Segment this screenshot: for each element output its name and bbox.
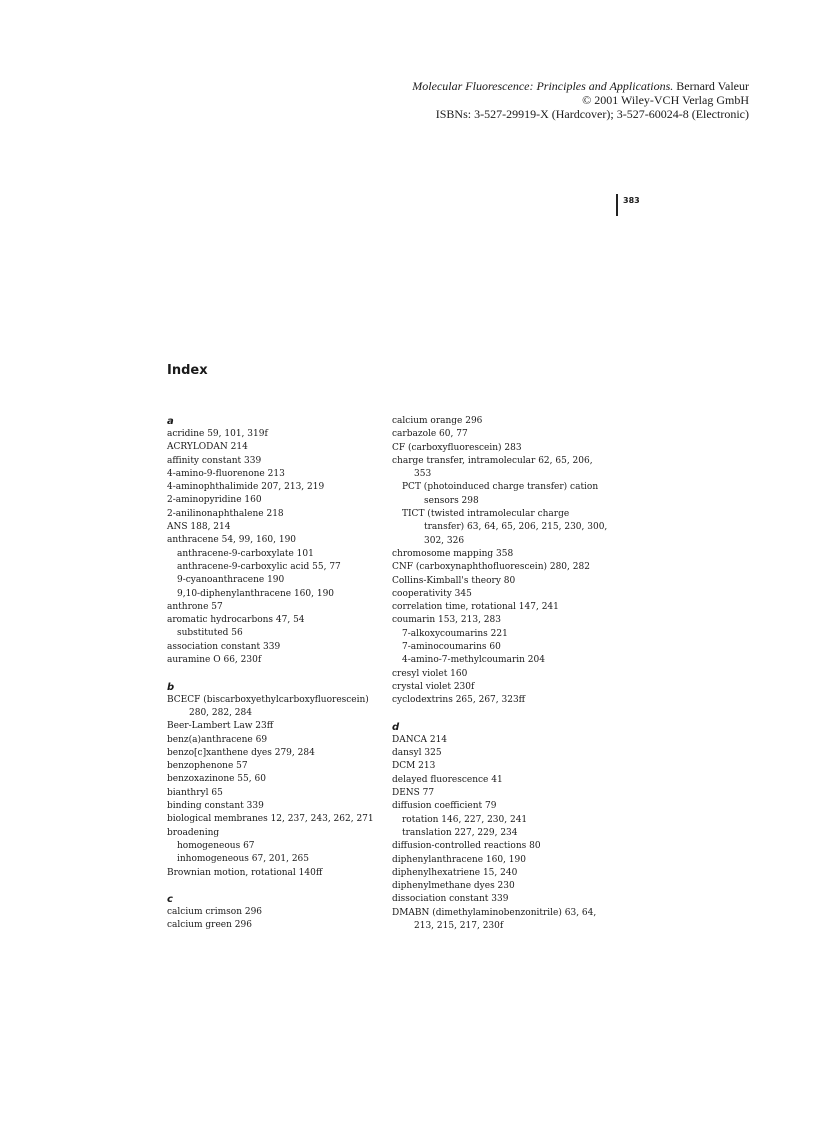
index-entry: binding constant 339 — [167, 801, 264, 812]
index-entry: coumarin 153, 213, 283 — [392, 615, 501, 626]
index-entry: DMABN (dimethylaminobenzonitrile) 63, 64, 213, 215, 217, 230f — [392, 907, 597, 931]
index-entry: dansyl 325 — [392, 748, 442, 759]
section-letter-b: b — [167, 681, 175, 693]
index-entry: diphenylanthracene 160, 190 — [392, 854, 526, 865]
index-subentry: 7-aminocoumarins 60 — [402, 642, 501, 653]
index-entry: carbazole 60, 77 — [392, 429, 468, 440]
index-entry: Collins-Kimball's theory 80 — [392, 575, 516, 586]
index-subentry: 7-alkoxycoumarins 221 — [402, 628, 508, 639]
index-entry: benzophenone 57 — [167, 761, 248, 772]
index-entry: BCECF (biscarboxyethylcarboxyfluorescein) 280, 282, 284 — [167, 694, 369, 718]
index-entry: Beer-Lambert Law 23ff — [167, 721, 274, 732]
section-letter-d: d — [392, 721, 400, 733]
author: Bernard Valeur — [676, 79, 749, 93]
index-entry: anthracene 54, 99, 160, 190 — [167, 535, 297, 546]
page-number: 383 — [623, 196, 640, 205]
index-column-left — [167, 415, 387, 933]
index-entry: auramine O 66, 230f — [167, 655, 262, 666]
index-entry: DCM 213 — [392, 761, 436, 772]
index-entry: ANS 188, 214 — [167, 522, 231, 533]
index-entry: dissociation constant 339 — [392, 894, 509, 905]
index-entry: anthrone 57 — [167, 601, 223, 612]
copyright-block — [412, 79, 749, 121]
page-marker-bar — [616, 194, 618, 216]
index-entry: 4-amino-9-fluorenone 213 — [167, 468, 285, 479]
isbn-line: ISBNs: 3-527-29919-X (Hardcover); 3-527-60024-8 (Electronic) — [435, 107, 749, 121]
index-entry: affinity constant 339 — [167, 455, 262, 466]
index-entry: correlation time, rotational 147, 241 — [392, 602, 559, 613]
index-entry: aromatic hydrocarbons 47, 54 — [167, 615, 305, 626]
index-title: Index — [167, 363, 208, 378]
index-entry: cooperativity 345 — [392, 588, 472, 599]
index-subentry: TICT (twisted intramolecular charge transfer) 63, 64, 65, 206, 215, 230, 300, 302, 326 — [402, 509, 608, 546]
index-entry: crystal violet 230f — [392, 681, 475, 692]
index-entry: 2-anilinonaphthalene 218 — [167, 508, 284, 519]
index-subentry: rotation 146, 227, 230, 241 — [402, 814, 528, 825]
index-entry: 4-aminophthalimide 207, 213, 219 — [167, 482, 325, 493]
index-entry: DENS 77 — [392, 788, 435, 799]
index-entry: charge transfer, intramolecular 62, 65, 206, 353 — [392, 455, 593, 480]
index-entry: biological membranes 12, 237, 243, 262, 271 — [167, 814, 374, 825]
index-entry: Brownian motion, rotational 140ff — [167, 867, 323, 878]
index-subentry: translation 227, 229, 234 — [402, 827, 518, 838]
index-entry: cresyl violet 160 — [392, 668, 468, 679]
index-entry: calcium orange 296 — [392, 416, 483, 426]
book-citation-line — [412, 79, 749, 93]
index-entry: ACRYLODAN 214 — [167, 442, 248, 453]
index-entry: CNF (carboxynaphthofluorescein) 280, 282 — [392, 562, 590, 573]
index-subentry: 9-cyanoanthracene 190 — [177, 575, 285, 586]
index-entry: bianthryl 65 — [167, 787, 223, 798]
index-entry: diphenylmethane dyes 230 — [392, 881, 515, 892]
index-entry: diffusion-controlled reactions 80 — [392, 841, 541, 852]
index-subentry: anthracene-9-carboxylic acid 55, 77 — [177, 561, 341, 572]
index-entry: DANCA 214 — [392, 734, 448, 745]
index-subentry: inhomogeneous 67, 201, 265 — [177, 854, 309, 865]
index-column-right — [392, 415, 612, 933]
index-entry: association constant 339 — [167, 641, 281, 652]
index-subentry: substituted 56 — [177, 628, 243, 639]
index-entry: CF (carboxyfluorescein) 283 — [392, 442, 522, 453]
index-subentry: 4-amino-7-methylcoumarin 204 — [402, 655, 545, 666]
index-entry: cyclodextrins 265, 267, 323ff — [392, 695, 526, 706]
index-entry: benz(a)anthracene 69 — [167, 734, 268, 745]
index-entry: benzo[c]xanthene dyes 279, 284 — [167, 747, 315, 758]
index-entry: calcium crimson 296 — [167, 907, 263, 918]
index-entry: benzoxazinone 55, 60 — [167, 774, 266, 785]
index-entry: chromosome mapping 358 — [392, 548, 514, 559]
index-entry: diffusion coefficient 79 — [392, 801, 497, 812]
index-subentry: homogeneous 67 — [177, 840, 255, 851]
index-entry: diphenylhexatriene 15, 240 — [392, 867, 518, 878]
section-spacer — [167, 667, 387, 680]
index-subentry: PCT (photoinduced charge transfer) cation sensors 298 — [402, 482, 599, 506]
section-letter-c: c — [167, 894, 173, 906]
copyright-line: © 2001 Wiley-VCH Verlag GmbH — [582, 93, 749, 107]
section-letter-a: a — [167, 416, 174, 427]
section-spacer — [167, 880, 387, 893]
section-spacer — [392, 708, 612, 721]
index-subentry: anthracene-9-carboxylate 101 — [177, 548, 314, 559]
index-entry: 2-aminopyridine 160 — [167, 495, 262, 506]
index-subentry: 9,10-diphenylanthracene 160, 190 — [177, 588, 335, 599]
book-title: Molecular Fluorescence: Principles and Applications. — [412, 79, 674, 93]
index-entry: delayed fluorescence 41 — [392, 774, 503, 785]
index-entry: broadening — [167, 827, 220, 838]
index-entry: acridine 59, 101, 319f — [167, 429, 268, 439]
index-entry: calcium green 296 — [167, 920, 252, 931]
